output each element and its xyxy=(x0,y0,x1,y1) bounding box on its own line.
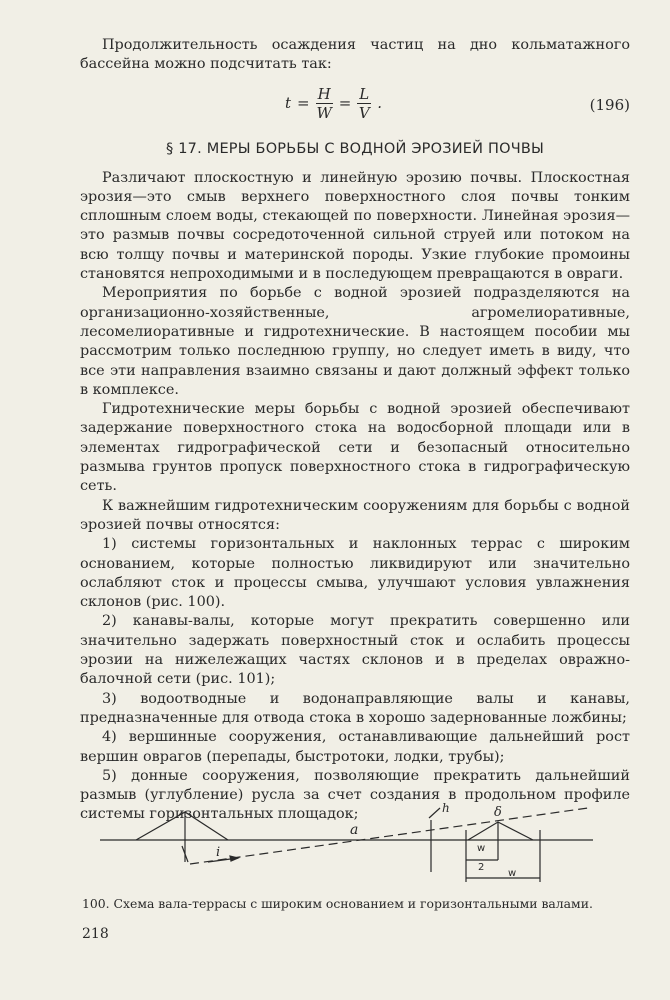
label-w-half-num: w xyxy=(477,843,486,854)
label-h: h xyxy=(442,801,450,815)
paragraph-4: К важнейшим гидротехническим сооружениям для борьбы с водной эрозией почвы относятся: xyxy=(80,497,630,533)
list-item-1: 1) системы горизонтальных и наклонных террас с широким основанием, которые полностью ликвидируют или значительно ослабляют сток и процессы смыва, улучшают условия увлажнения склонов (рис. 100). xyxy=(80,536,630,611)
fraction-h-over-w xyxy=(316,85,333,122)
fraction-l-over-v xyxy=(357,85,371,122)
label-w: w xyxy=(508,868,517,879)
intro-paragraph: Продолжительность осаждения частиц на дно кольматажного бассейна можно подсчитать так: xyxy=(80,37,630,73)
fraction-denominator-v: V xyxy=(358,103,370,122)
page-body xyxy=(80,36,630,825)
fraction-numerator-l: L xyxy=(359,84,370,103)
list-item-5: 5) донные сооружения, позволяющие прекратить дальнейший размыв (углубление) русла за счет создания в продольном профиле системы горизонтальных площадок; xyxy=(80,767,630,823)
page-number: 218 xyxy=(82,926,109,942)
label-delta: δ xyxy=(494,805,502,820)
list-item-2: 2) канавы-валы, которые могут прекратить совершенно или значительно задержать поверхностный сток и ослабить процессы эрозии на нижележащих частях склонов и в пределах овражно-балочной сети (рис. 101); xyxy=(80,613,630,688)
label-a: a xyxy=(350,822,359,838)
formula-eq-1: = xyxy=(297,94,310,113)
paragraph-1: Различают плоскостную и линейную эрозию почвы. Плоскостная эрозия—это смыв верхнего поверхностного слоя почвы тонким сплошным слоем воды, стекающей по поверхности. Линейная эрозия—это размыв почвы сосредоточенной сильной струей или потоком на всю толщу почвы и материнской породы. Узкие глубокие промоины становятся непроходимыми и в последующем превращаются в овраги. xyxy=(80,169,630,283)
fraction-denominator-w: W xyxy=(316,103,332,122)
formula-block xyxy=(80,81,630,131)
fraction-numerator-h: H xyxy=(317,84,331,103)
label-w-half-den: 2 xyxy=(478,862,485,873)
label-i: i xyxy=(216,845,221,860)
equation-number: (196) xyxy=(589,95,630,114)
list-item-4: 4) вершинные сооружения, останавливающие дальнейший рост вершин оврагов (перепады, быстротоки, лодки, трубы); xyxy=(80,729,630,765)
paragraph-3: Гидротехнические меры борьбы с водной эрозией обеспечивают задержание поверхностного стока на водосборной площади или в элементах гидрографической сети и безопасный относительно размыва грунтов пропуск поверхностного стока в гидрографическую сеть. xyxy=(80,401,630,495)
figure-caption: 100. Схема вала-террасы с широким основанием и горизонтальными валами. xyxy=(82,896,593,911)
formula-t: t xyxy=(285,94,292,113)
formula-196 xyxy=(285,85,382,122)
right-terrace-ridge xyxy=(468,822,533,840)
left-bank-mound xyxy=(136,812,228,840)
formula-end: . xyxy=(377,94,383,113)
slope-line-dashed xyxy=(190,808,588,864)
terrace-scheme-figure xyxy=(78,800,638,890)
h-marker xyxy=(429,808,440,818)
paragraph-2: Мероприятия по борьбе с водной эрозией подразделяются на организационно-хозяйственные, агромелиоративные, лесомелиоративные и гидротехнические. В настоящем пособии мы рассмотрим только последнюю группу, но следует иметь в виду, что все эти направления взаимно связаны и дают должный эффект только в комплексе. xyxy=(80,285,630,398)
list-item-3: 3) водоотводные и водонаправляющие валы и канавы, предназначенные для отвода стока в хорошо задернованные ложбины; xyxy=(80,690,630,726)
arrow-head xyxy=(230,856,238,861)
formula-eq-2: = xyxy=(338,94,352,113)
section-title: § 17. МЕРЫ БОРЬБЫ С ВОДНОЙ ЭРОЗИЕЙ ПОЧВЫ xyxy=(166,140,544,157)
